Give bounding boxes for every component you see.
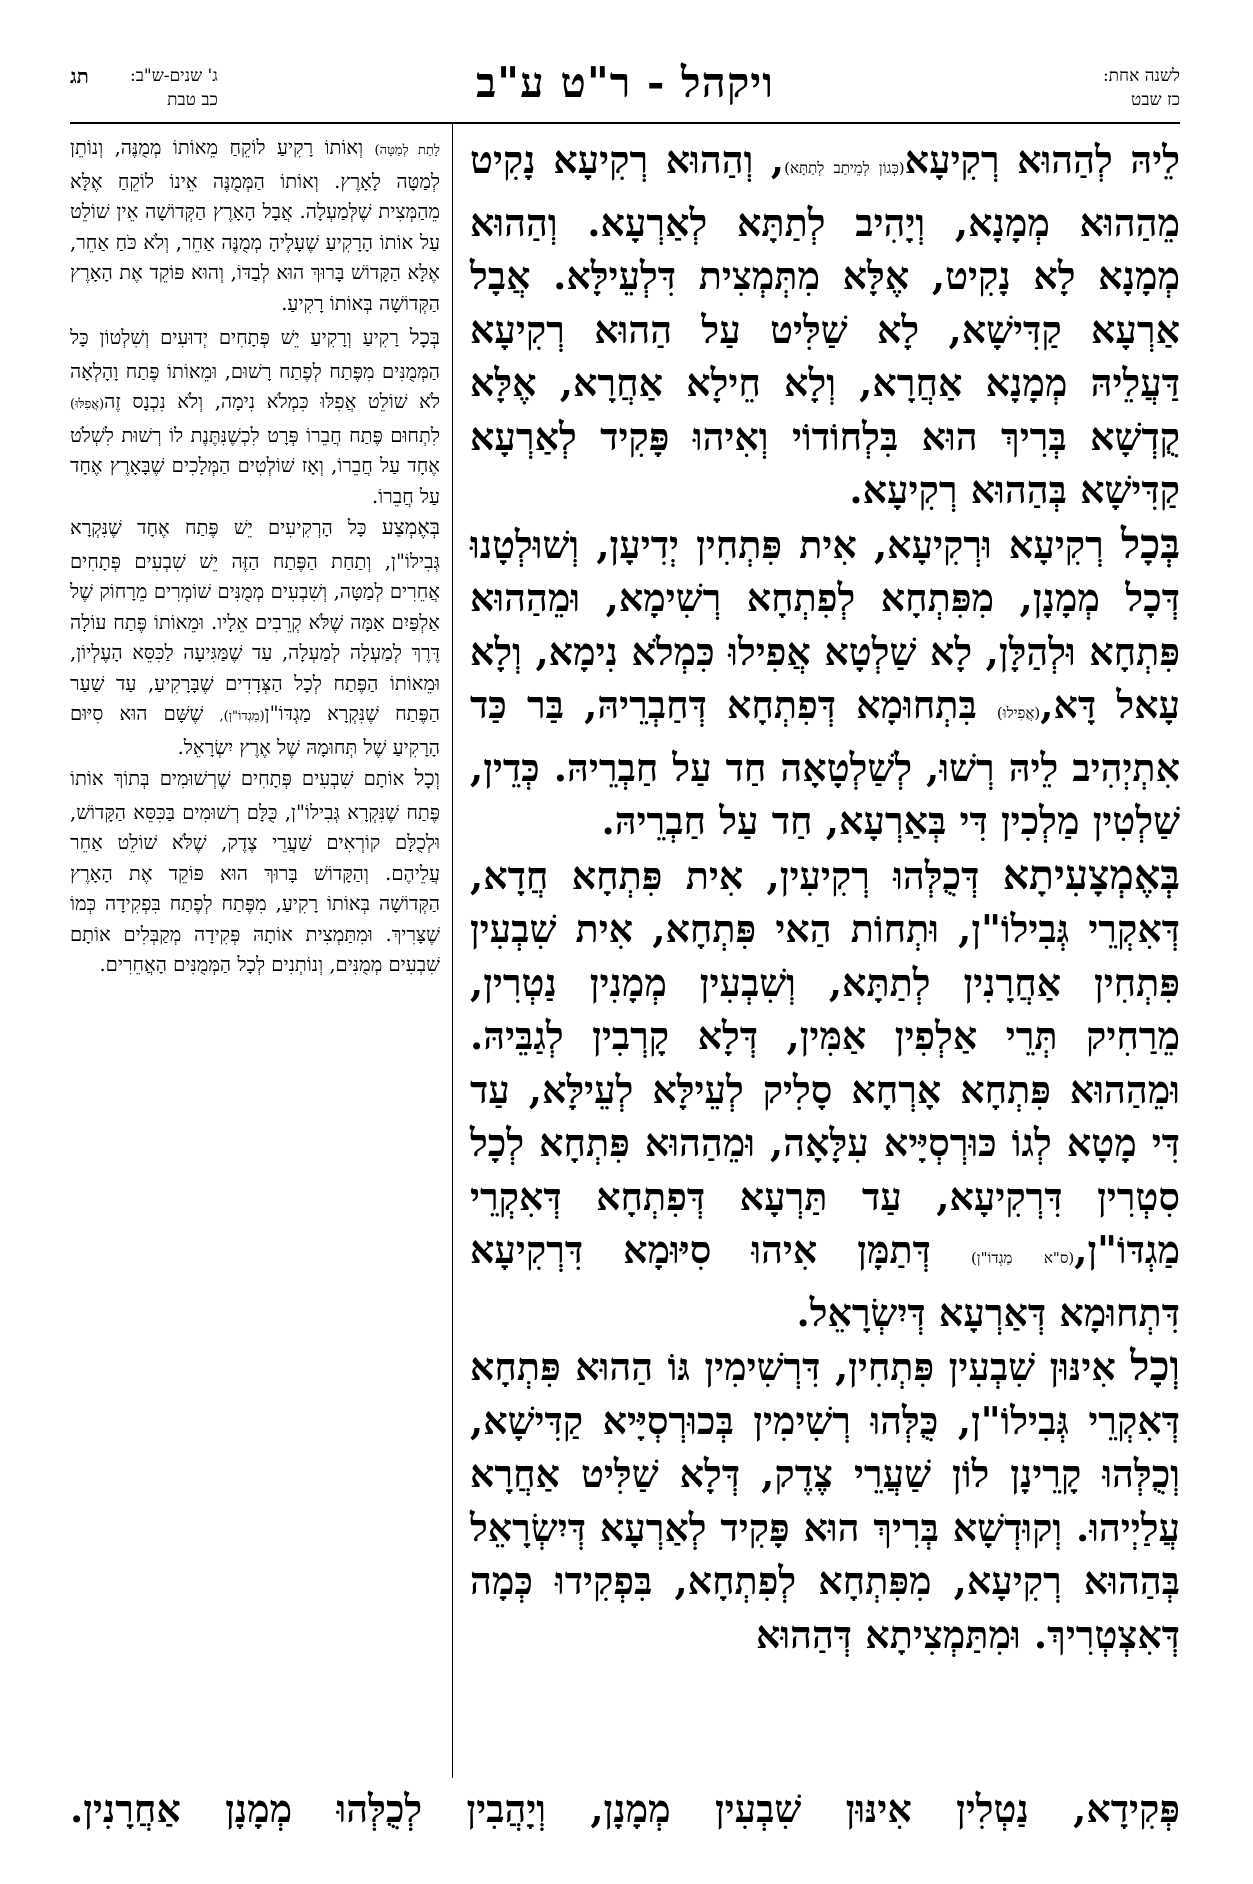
inline-gloss: (אֲפִלּוּ)	[70, 397, 105, 412]
paragraph-text: כָּל הָרְקִיעִים יֵשׁ פֶּתַח אֶחָד שֶׁנִּקְרָא גְּבִילוֹ"ן, וְתַחַת הַפֶּתַח הַזֶּה יֵשׁ שִׁבְעִים פְּתָחִים אֲחֵרִים לְמַטָּה, וְשִׁבְעִים מְמֻנִּים שׁוֹמְרִים מֵרָחוֹק שֶׁל אַלְפַּיִם אַמָּה שֶׁלֹּא קְרֵבִים אֵלָיו. וּמֵאוֹתוֹ פֶּתַח עוֹלָה דֶּרֶךְ לְמַעְלָה לְמַעְלָה, עַד שֶׁמַּגִּיעָה לַכִּסֵּא הָעֶלְיוֹן, וּמֵאוֹתוֹ הַפֶּתַח לְכָל הַצְּדָדִים שֶׁבָּרָקִיעַ, עַד שַׁעַר הַפֶּתַח שֶׁנִּקְרָא מַגְדּוֹ"ן	[70, 516, 440, 725]
column-divider	[452, 122, 453, 1778]
paragraph-lead-word: וְכָל	[1130, 1341, 1180, 1390]
paragraph-text: לִתְחוּם פֶּתַח חֲבֵרוֹ פְּרָט לִכְשֶׁנִּתֶּנֶת לוֹ רְשׁוּת לִשְׁלֹט אֶחָד עַל חֲבֵרוֹ, וְאָז שׁוֹלְטִים הַמְּלָכִים שֶׁבָּאָרֶץ אֶחָד עַל חֲבֵרוֹ.	[70, 423, 440, 508]
paragraph-lead-word: בְּאֶמְצָעִיתָא	[1002, 849, 1180, 899]
paragraph-text: דְּכֻלְּהוּ רְקִיעִין, אִית פִּתְחָא חֲדָא, דְּאִקְרֵי גְּבִילוֹ"ן, וּתְחוֹת הַאי פִּתְחָא, אִית שִׁבְעִין פִּתְחִין אַחֲרָנִין לְתַתָּא, וְשִׁבְעִין מְמָנִין נַטְרִין, מֵרַחִיק תְּרֵי אַלְפִין אַמִּין, דְּלָא קָרְבִין לְגַבֵּיהּ. וּמֵהַהוּא פִּתְחָא אָרְחָא סָלִיק לְעֵילָּא לְעֵילָּא, עַד דִּי מָטָא לְגוֹ כּוּרְסְיָּיא עִלָּאָה, וּמֵהַהוּא פִּתְחָא לְכָל סִטְרִין דִּרְקִיעָא, עַד תַּרְעָא דְּפִתְחָא דְּאִקְרֵי מַגְדּוֹ"ן,	[470, 852, 1180, 1272]
paragraph-lead-word: בְּכָל	[409, 324, 440, 349]
paragraph-lead-word: וְכָל	[414, 765, 440, 790]
paragraph-text: רָקִיעַ וְרָקִיעַ יֵשׁ פְּתָחִים יְדוּעִים וְשִׁלְטוֹן כָּל הַמְּמֻנִּים מִפֶּתַח לְפֶתַח רָשׁוּם, וּמֵאוֹתוֹ פֶּתַח וָהָלְאָה לֹא שׁוֹלֵט אֲפִלּוּ כִּמְלֹא נִימָה, וְלֹא נִכְנָס זֶה	[70, 326, 440, 413]
paragraph-text: , וְהַהוּא רְקִיעָא נָקִיט מֵהַהוּא מְמָנָא, וְיָהִיב לְתַתָּא לְאַרְעָא. וְהַהוּא מְמָנָא לָא נָקִיט, אֶלָּא מִתְּמְצִית דִּלְעֵילָּא. אֲבָל אַרְעָא קַדִּישָׁא, לָא שַׁלִּיט עַל הַהוּא רְקִיעָא דַּעֲלֵיהּ מְמָנָא אַחֲרָא, וְלָא חֵילָא אַחֲרָא, אֶלָּא קֻדְשָׁא בְּרִיךְ הוּא בִּלְחוֹדוֹי וְאִיהוּ פָּקִיד לְאַרְעָא קַדִּישָׁא בְּהַהוּא רְקִיעָא.	[470, 137, 1180, 512]
header-divider	[70, 122, 1180, 124]
main-text-last-line: פְּקִידָא, נַטְלִין אִינּוּן שִׁבְעִין מְמָנָן, וְיָהֲבִין לְכֻלְּהוּ מְמָנָן אַחֲרָנִין.	[70, 1786, 1180, 1831]
side-paragraph	[70, 512, 440, 763]
paragraph-text: לֵיהּ לְהַהוּא רְקִיעָא	[904, 137, 1181, 182]
paragraph-text: אוֹתָם שִׁבְעִים פְּתָחִים שֶׁרְשׁוּמִים בְּתוֹךְ אוֹתוֹ פֶּתַח שֶׁנִּקְרָא גְּבִילוֹ"ן, כֻּלָּם רְשׁוּמִים בַּכִּסֵּא הַקָּדוֹשׁ, וּלְכֻלָּם קוֹרְאִים שַׁעֲרֵי צֶדֶק, שֶׁלֹּא שׁוֹלֵט אַחֵר עֲלֵיהֶם. וְהַקָּדוֹשׁ בָּרוּךְ הוּא פּוֹקֵד אֶת הָאָרֶץ הַקְּדוֹשָׁה בְּאוֹתוֹ רָקִיעַ, מִפֶּתַח לְפֶתַח בִּפְקִידָה כְּמוֹ שֶׁצָּרִיךְ. וּמִתַּמְצִית אוֹתָהּ פְּקִידָה מְקַבְּלִים אוֹתָם שִׁבְעִים מְמֻנִּים, וְנוֹתְנִים לְכָל הַמְּמֻנִּים הָאֲחֵרִים.	[70, 767, 440, 976]
paragraph-text: דְּתַמָּן אִיהוּ סִיּוּמָא דִּרְקִיעָא דִּתְחוּמָא דְּאַרְעָא דְּיִשְׂרָאֵל.	[470, 1227, 1180, 1335]
main-paragraph	[470, 132, 1180, 517]
page-title: ויקהל - ר"ט ע"ב	[475, 58, 775, 107]
main-paragraph	[470, 848, 1180, 1340]
schedule-date: כז שבט	[1131, 90, 1180, 110]
inline-gloss: (ס"א מַגְדוֹ"ן)	[970, 1249, 1075, 1267]
page-number: תג	[70, 64, 89, 88]
schedule-date: כב טבת	[167, 90, 218, 110]
side-paragraph	[70, 763, 440, 984]
main-paragraph	[470, 1339, 1180, 1670]
page-header	[70, 58, 1180, 120]
hebrew-translation-text	[70, 132, 440, 984]
inline-gloss: (כְּגוֹן לְמֵיתַב לְתַתָּא)	[784, 159, 905, 177]
paragraph-text: וְאוֹתוֹ רָקִיעַ לוֹקֵחַ מֵאוֹתוֹ מְמֻנֶּה, וְנוֹתֵן לְמַטָּה לָאָרֶץ. וְאוֹתוֹ הַמְּמֻנֶּה אֵינוֹ לוֹקֵחַ אֶלָּא מֵהַמְּצִית שֶׁלְּמַעְלָה. אֲבָל הָאָרֶץ הַקְּדוֹשָׁה אֵין שׁוֹלֵט עַל אוֹתוֹ הָרָקִיעַ שֶׁעָלֶיהָ מְמֻנֶּה אַחֵר, וְלֹא כֹּחַ אַחֵר, אֶלָּא הַקָּדוֹשׁ בָּרוּךְ הוּא לְבַדּוֹ, וְהוּא פּוֹקֵד אֶת הָאָרֶץ הַקְּדוֹשָׁה בְּאוֹתוֹ רָקִיעַ.	[70, 136, 440, 315]
paragraph-text: שֶׁשָּׁם הוּא סִיּוּם הָרָקִיעַ שֶׁל תְּחוּמָהּ שֶׁל אֶרֶץ יִשְׂרָאֵל.	[70, 702, 440, 759]
side-paragraph	[70, 132, 440, 322]
paragraph-lead-word: בְּאֶמְצַע	[381, 514, 440, 539]
side-paragraph	[70, 322, 440, 512]
paragraph-text: רְקִיעָא וּרְקִיעָא, אִית פִּתְחִין יְדִיעָן, וְשׁוּלְטָנוּ דְּכָל מְמָנָן, מִפִּתְחָא לְפִתְחָא רְשִׁימָא, וּמֵהַהוּא פִּתְחָא וּלְהַלָּן, לָא שַׁלְטָא אֲפִילוּ כִּמְלֹא נִימָא, וְלָא עָאל דָּא,	[470, 521, 1180, 727]
reading-schedule-three-years	[70, 64, 218, 112]
paragraph-lead-word: בְּכָל	[1120, 518, 1180, 568]
aramaic-main-text	[470, 132, 1180, 1670]
schedule-label: לשנה אחת:	[1102, 66, 1180, 86]
inline-gloss: (אֲפִילוּ)	[996, 704, 1041, 722]
inline-gloss: לָתֵת לְמַטָּה)	[374, 143, 440, 158]
schedule-label: ג' שנים-ש"ב:	[130, 66, 218, 86]
paragraph-text: בִּתְחוּמָא דְּפִתְחָא דְּחַבְרֵיהּ, בַּר כַּד אִתְיְהִיב לֵיהּ רְשׁוּ, לְשַׁלְטָאָה חַד עַל חַבְרֵיהּ. כְּדֵין, שַׁלְטִין מַלְכִין דִּי בְּאַרְעָא, חַד עַל חַבְרֵיהּ.	[470, 682, 1180, 843]
paragraph-text: אִינּוּן שִׁבְעִין פִּתְחִין, דִּרְשִׁימִין גּוֹ הַהוּא פִּתְחָא דְּאִקְרֵי גְּבִילוֹ"ן, כֻּלְּהוּ רְשִׁימִין בְּכוּרְסְיָּיא קַדִּישָׁא, וְכֻלְּהוּ קָרֵינָן לוֹן שַׁעֲרֵי צֶדֶק, דְּלָא שַׁלִּיט אַחֲרָא עֲלַיְיהוּ. וְקוּדְשָׁא בְּרִיךְ הוּא פָּקִיד לְאַרְעָא דְּיִשְׂרָאֵל בְּהַהוּא רְקִיעָא, מִפִּתְחָא לְפִתְחָא, בִּפְקִידוּ כְּמָה דְּאִצְטְרִיךְ. וּמִתַּמְצִיתָא דְּהַהוּא	[470, 1344, 1180, 1657]
main-paragraph	[470, 517, 1180, 848]
inline-gloss: (מַגְדוֹ"ן),	[219, 709, 265, 724]
